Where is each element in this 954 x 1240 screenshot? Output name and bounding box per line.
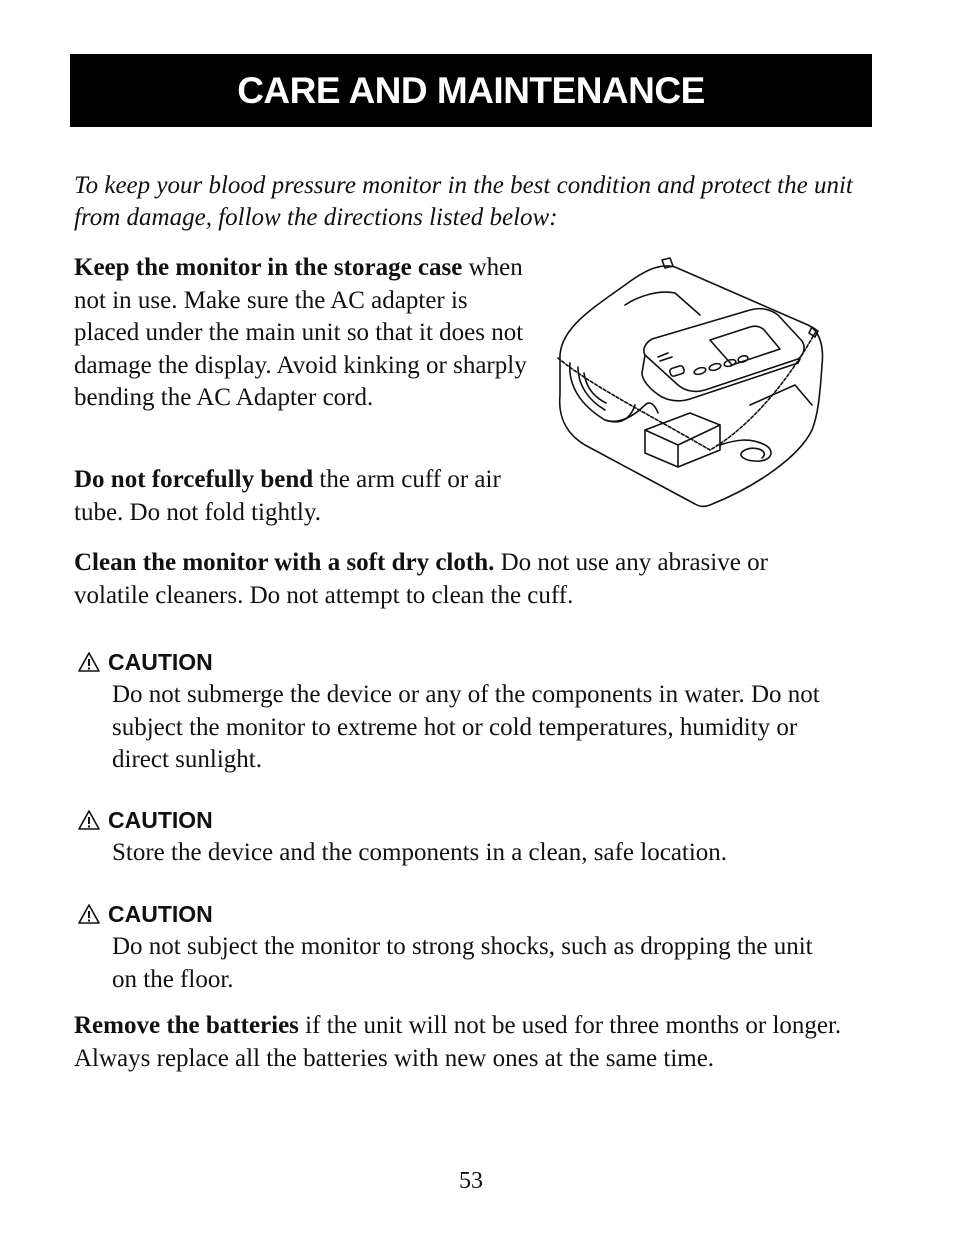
caution-label: CAUTION: [108, 648, 213, 675]
intro-text: To keep your blood pressure monitor in the best condition and protect the unit from damage, follow the directions listed below:: [74, 172, 853, 231]
batteries-text: if the unit will not be used for three months or longer. Always replace all the batteries with new ones at the same time.: [74, 1012, 842, 1072]
caution-text: Do not subject the monitor to strong shocks, such as dropping the unit on the floor.: [112, 933, 813, 993]
clean-paragraph: [74, 547, 834, 612]
caution-text: Store the device and the components in a clean, safe location.: [112, 839, 728, 866]
caution-block: [78, 647, 838, 777]
bend-text: the arm cuff or air tube. Do not fold tightly.: [74, 466, 501, 526]
warning-triangle-icon: [78, 652, 100, 672]
warning-triangle-icon: [78, 810, 100, 830]
clean-heading: Clean the monitor with a soft dry cloth.: [74, 549, 495, 576]
caution-block: [78, 805, 838, 870]
monitor-in-storage-case-illustration: [550, 255, 830, 510]
section-header: [70, 54, 872, 127]
page-number: 53: [459, 1168, 483, 1194]
batteries-paragraph: [74, 1010, 874, 1075]
storage-text: when not in use. Make sure the AC adapter is placed under the main unit so that it does not damage the display. Avoid kinking or sharply bending the AC Adapter cord.: [74, 254, 527, 411]
clean-text: Do not use any abrasive or volatile cleaners. Do not attempt to clean the cuff.: [74, 549, 768, 609]
page-title: CARE AND MAINTENANCE: [237, 69, 705, 111]
caution-block: [78, 899, 838, 996]
warning-triangle-icon: [78, 904, 100, 924]
batteries-heading: Remove the batteries: [74, 1012, 299, 1039]
bend-heading: Do not forcefully bend: [74, 466, 314, 493]
storage-paragraph: [74, 252, 534, 415]
bend-paragraph: [74, 464, 534, 529]
caution-label: CAUTION: [108, 900, 213, 927]
caution-text: Do not submerge the device or any of the components in water. Do not subject the monitor to extreme hot or cold temperatures, humidity or direct sunlight.: [112, 681, 820, 773]
storage-heading: Keep the monitor in the storage case: [74, 254, 463, 281]
caution-label: CAUTION: [108, 806, 213, 833]
